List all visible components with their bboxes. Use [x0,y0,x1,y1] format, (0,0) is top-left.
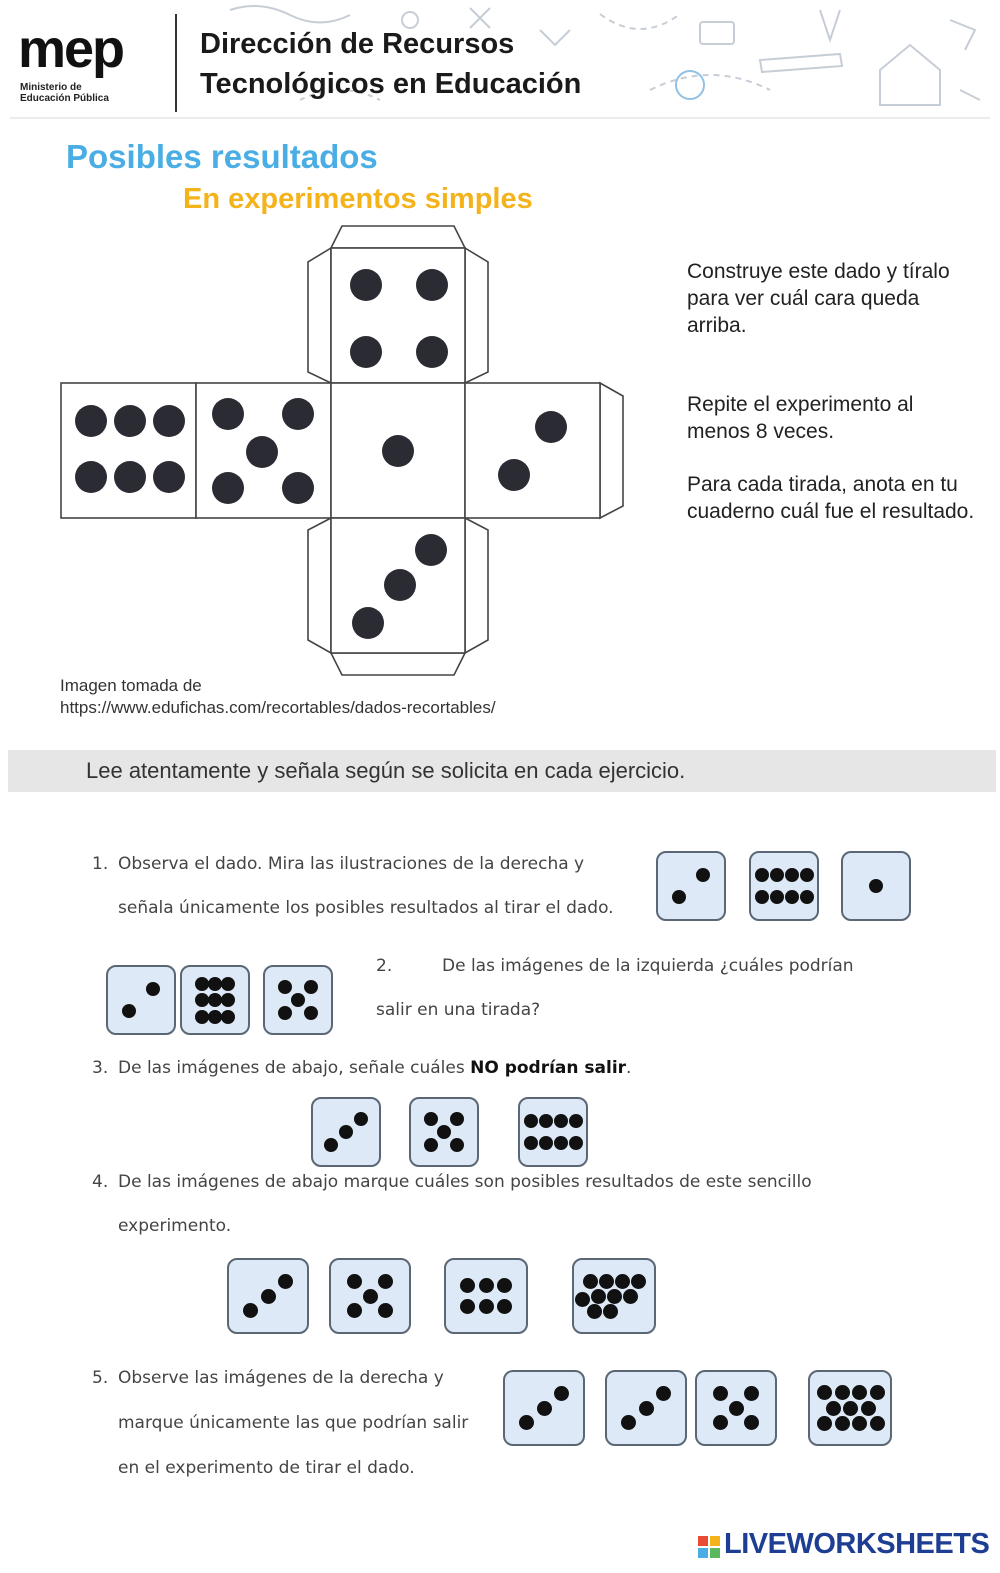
die-pip [729,1401,744,1416]
instructions-banner-text: Lee atentamente y señala según se solicita en cada ejercicio. [86,758,686,783]
logo-subtitle-line-2: Educación Pública [20,93,109,104]
die-pip [261,1289,276,1304]
q4-option-2[interactable] [329,1258,411,1334]
die-pip [324,1138,338,1152]
die-pip [583,1274,598,1289]
die-pip [621,1415,636,1430]
die-net-pip [352,607,384,639]
die-net-pip [114,461,146,493]
die-pip [852,1385,867,1400]
die-net-pip [535,411,567,443]
die-pip [339,1125,353,1139]
die-pip [713,1415,728,1430]
die-net-pip [350,336,382,368]
q5-option-1[interactable] [503,1370,585,1446]
instruction-build-die: Construye este dado y tíralo para ver cuál cara queda arriba. [687,260,950,337]
die-pip [195,977,209,991]
die-net-pip [415,534,447,566]
die-pip [591,1289,606,1304]
die-net-pip [153,461,185,493]
die-pip [852,1416,867,1431]
mep-logo: mep [18,19,124,79]
die-pip [843,1401,858,1416]
die-pip [278,1274,293,1289]
die-pip [587,1304,602,1319]
header-divider [175,14,177,112]
die-net-diagram [50,220,640,680]
liveworksheets-logo-icon [698,1536,720,1558]
die-pip [539,1136,553,1150]
q4-option-4[interactable] [572,1258,656,1334]
die-pip [519,1415,534,1430]
die-pip [755,868,769,882]
question-2-line-1 [376,956,854,976]
die-pip [569,1114,583,1128]
image-credit-label: Imagen tomada de [60,676,202,695]
die-net-tab [308,518,331,653]
die-pip [713,1386,728,1401]
die-net-tab [331,653,465,675]
die-pip [497,1299,512,1314]
die-pip [122,1004,136,1018]
die-pip [770,890,784,904]
die-pip [479,1278,494,1293]
die-pip [479,1299,494,1314]
question-3-line [92,1058,631,1078]
die-pip [208,977,222,991]
die-pip [554,1386,569,1401]
die-pip [603,1304,618,1319]
die-pip [347,1303,362,1318]
page-title: Posibles resultados [66,138,378,175]
die-net-pip [416,269,448,301]
die-pip [378,1303,393,1318]
die-net-tab [465,248,488,383]
die-pip [537,1401,552,1416]
liveworksheets-brand: LIVEWORKSHEETS [724,1528,990,1560]
question-5-number: 5. [92,1368,109,1388]
q2-option-3[interactable] [263,965,333,1035]
org-name-line-2: Tecnológicos en Educación [200,68,582,100]
die-pip [870,1385,885,1400]
die-pip [304,1006,318,1020]
die-pip [826,1401,841,1416]
q1-option-3[interactable] [841,851,911,921]
die-pip [221,1010,235,1024]
die-pip [554,1114,568,1128]
die-pip [623,1289,638,1304]
die-pip [607,1289,622,1304]
die-pip [278,1006,292,1020]
die-pip [347,1274,362,1289]
die-pip [800,890,814,904]
q5-option-3[interactable] [695,1370,777,1446]
die-pip [208,993,222,1007]
q2-option-2[interactable] [180,965,250,1035]
die-pip [146,982,160,996]
question-3-text: De las imágenes de abajo, señale cuáles [118,1058,471,1078]
question-5-text-1: Observe las imágenes de la derecha y [118,1368,444,1388]
question-1-line-1 [92,854,584,874]
die-net-pip [246,436,278,468]
die-pip [424,1138,438,1152]
q5-option-2[interactable] [605,1370,687,1446]
die-pip [599,1274,614,1289]
die-pip [569,1136,583,1150]
die-pip [424,1112,438,1126]
question-1-number: 1. [92,854,109,874]
question-3-period: . [626,1058,632,1078]
q4-option-3[interactable] [444,1258,528,1334]
die-pip [554,1136,568,1150]
die-net-face-top [331,248,465,383]
die-net-face-right [465,383,600,518]
die-pip [639,1401,654,1416]
die-pip [656,1386,671,1401]
page-subtitle: En experimentos simples [183,183,533,215]
die-pip [378,1274,393,1289]
die-pip [450,1138,464,1152]
question-5-line-2: marque únicamente las que podrían salir [118,1413,469,1433]
q1-option-2[interactable] [749,851,819,921]
die-pip [221,977,235,991]
die-pip [785,890,799,904]
die-pip [497,1278,512,1293]
die-pip [770,868,784,882]
question-1-text-1: Observa el dado. Mira las ilustraciones de la derecha y [118,854,585,874]
q5-option-4[interactable] [808,1370,892,1446]
org-name [200,24,581,104]
die-pip [450,1112,464,1126]
die-pip [278,980,292,994]
die-pip [615,1274,630,1289]
die-pip [870,1416,885,1431]
question-2-text-1: De las imágenes de la izquierda ¿cuáles podrían [442,956,854,976]
die-net-tab [465,518,488,653]
die-pip [869,879,883,893]
question-5-line-3: en el experimento de tirar el dado. [118,1458,415,1478]
instruction-repeat: Repite el experimento al menos 8 veces. [687,393,914,443]
die-pip [208,1010,222,1024]
die-pip [437,1125,451,1139]
org-name-line-1: Dirección de Recursos [200,28,515,60]
die-net-pip [212,472,244,504]
question-4-line-2: experimento. [118,1216,232,1236]
die-pip [631,1274,646,1289]
die-pip [785,868,799,882]
question-3-number: 3. [92,1058,109,1078]
die-net-pip [350,269,382,301]
die-net-pip [384,569,416,601]
die-pip [291,993,305,1007]
die-net-pip [153,405,185,437]
die-pip [195,993,209,1007]
logo-subtitle-line-1: Ministerio de [20,82,82,93]
question-4-number: 4. [92,1172,109,1192]
q3-option-3[interactable] [518,1097,588,1167]
die-pip [800,868,814,882]
die-net-face-left [61,383,196,518]
image-credit [60,675,496,719]
image-credit-url: https://www.edufichas.com/recortables/dados-recortables/ [60,698,496,717]
question-4-text-1: De las imágenes de abajo marque cuáles son posibles resultados de este sencillo [118,1172,812,1192]
q3-option-1[interactable] [311,1097,381,1167]
die-pip [363,1289,378,1304]
question-1-line-2: señala únicamente los posibles resultados al tirar el dado. [118,898,614,918]
mep-logo-subtitle [20,82,140,104]
die-net-pip [75,461,107,493]
die-pip [243,1303,258,1318]
die-pip [696,868,710,882]
die-net-pip [75,405,107,437]
question-3-emphasis: NO podrían salir [470,1058,627,1078]
die-net-pip [114,405,146,437]
question-2-line-2: salir en una tirada? [376,1000,541,1020]
die-pip [524,1136,538,1150]
die-net-tab [308,248,331,383]
die-net-pip [382,435,414,467]
die-pip [575,1292,590,1307]
die-pip [672,890,686,904]
die-pip [354,1112,368,1126]
die-pip [539,1114,553,1128]
instruction-record: Para cada tirada, anota en tu cuaderno cuál fue el resultado. [687,473,975,523]
q4-option-1[interactable] [227,1258,309,1334]
q1-option-1[interactable] [656,851,726,921]
die-pip [221,993,235,1007]
question-2-number: 2. [376,956,393,976]
q3-option-2[interactable] [409,1097,479,1167]
die-pip [195,1010,209,1024]
die-net-pip [282,472,314,504]
die-pip [460,1278,475,1293]
die-pip [817,1385,832,1400]
q2-option-1[interactable] [106,965,176,1035]
die-pip [835,1416,850,1431]
die-pip [755,890,769,904]
die-pip [835,1385,850,1400]
question-4-line-1 [92,1172,812,1192]
die-pip [460,1299,475,1314]
die-net-pip [416,336,448,368]
die-net-tab [600,383,623,518]
die-net-tab [331,226,465,248]
die-pip [744,1386,759,1401]
die-pip [861,1401,876,1416]
die-net-pip [498,459,530,491]
die-net-pip [212,398,244,430]
die-pip [304,980,318,994]
die-pip [524,1114,538,1128]
die-pip [817,1416,832,1431]
question-5-line-1 [92,1368,444,1388]
die-net-pip [282,398,314,430]
die-pip [744,1415,759,1430]
